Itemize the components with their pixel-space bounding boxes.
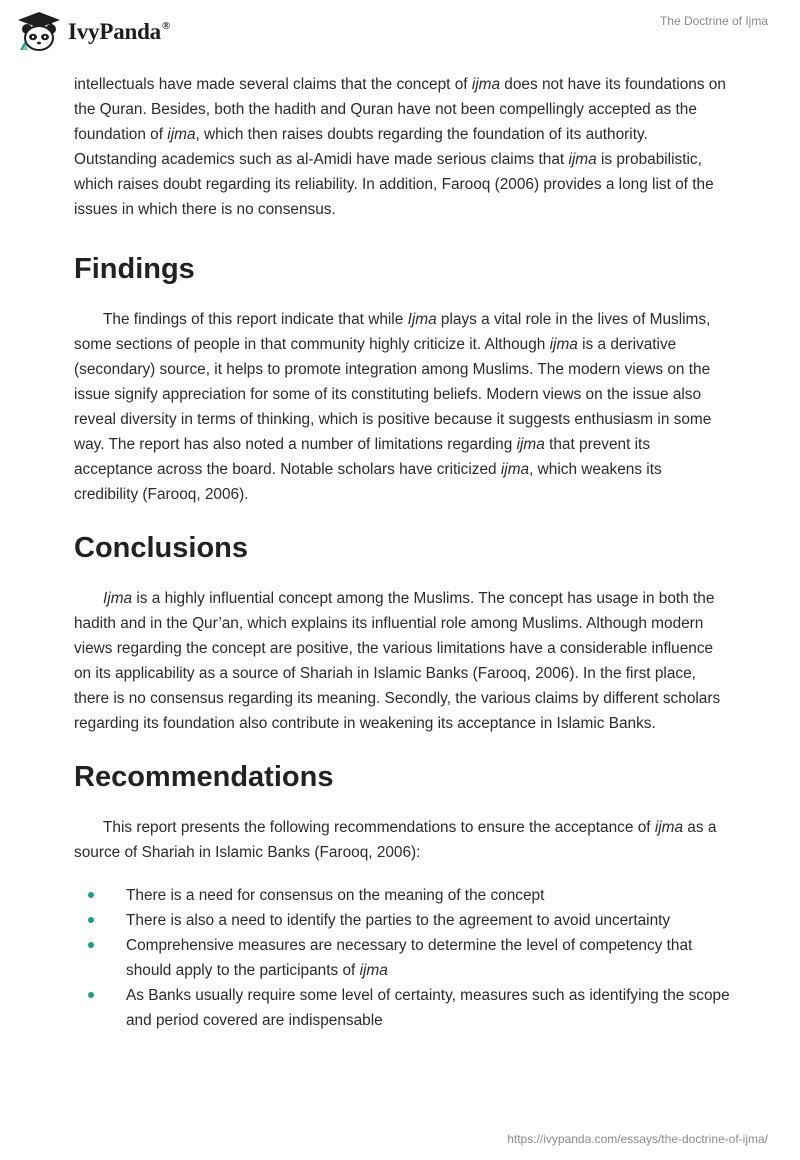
bullet-icon [88, 917, 94, 923]
conclusions-paragraph: Ijma is a highly influential concept among the Muslims. The concept has usage in both the hadith and in the Qur’an, which explains its influential role among Muslims. Although modern views regarding the concept are positive, the various limitations have a considerable influence on its applicability as a source of Shariah in Islamic Banks (Farooq, 2006). In the first place, there is no consensus regarding its meaning. Secondly, the various claims by different scholars regarding its foundation also contribute in weakening its acceptance in Islamic Banks. [74, 590, 721, 732]
page-header [0, 0, 800, 70]
recommendations-list [74, 883, 730, 1033]
panda-graduate-icon [16, 10, 62, 54]
bullet-icon [88, 942, 94, 948]
conclusions-heading: Conclusions [74, 532, 249, 564]
intro-paragraph: intellectuals have made several claims that the concept of ijma does not have its foundations on the Quran. Besides, both the hadith and Quran have not been compellingly accepted as the foundation of ijma, which then raises doubts regarding the foundation of its authority. Outstanding academics such as al-Amidi have made serious claims that ijma is probabilistic, which raises doubt regarding its reliability. In addition, Farooq (2006) provides a long list of the issues in which there is no consensus. [74, 76, 726, 218]
source-url-link[interactable]: https://ivypanda.com/essays/the-doctrine-of-ijma/ [507, 1132, 768, 1146]
recommendations-paragraph: This report presents the following recommendations to ensure the acceptance of ijma as a source of Shariah in Islamic Banks (Farooq, 2006): [74, 819, 717, 861]
brand-name: IvyPanda® [68, 19, 171, 44]
list-item: As Banks usually require some level of certainty, measures such as identifying the scope and period covered are indispensable [74, 983, 730, 1033]
document-title: The Doctrine of Ijma [659, 14, 768, 28]
article-body [74, 72, 730, 1033]
bullet-icon [88, 992, 94, 998]
list-item: Comprehensive measures are necessary to determine the level of competency that should apply to the participants of ijma [74, 933, 730, 983]
recommendations-heading: Recommendations [74, 761, 334, 793]
findings-heading: Findings [74, 253, 195, 285]
findings-paragraph: The findings of this report indicate that while Ijma plays a vital role in the lives of Muslims, some sections of people in that community highly criticize it. Although ijma is a derivative (secondary) source, it helps to promote integration among Muslims. The modern views on the issue signify appreciation for some of its constituting beliefs. Modern views on the issue also reveal diversity in terms of thinking, which is positive because it suggests enthusiasm in some way. The report has also noted a number of limitations regarding ijma that prevent its acceptance across the board. Notable scholars have criticized ijma, which weakens its credibility (Farooq, 2006). [74, 311, 712, 503]
list-item: There is also a need to identify the parties to the agreement to avoid uncertainty [74, 908, 730, 933]
list-item: There is a need for consensus on the meaning of the concept [74, 883, 730, 908]
ivypanda-logo[interactable] [16, 10, 170, 54]
bullet-icon [88, 892, 94, 898]
